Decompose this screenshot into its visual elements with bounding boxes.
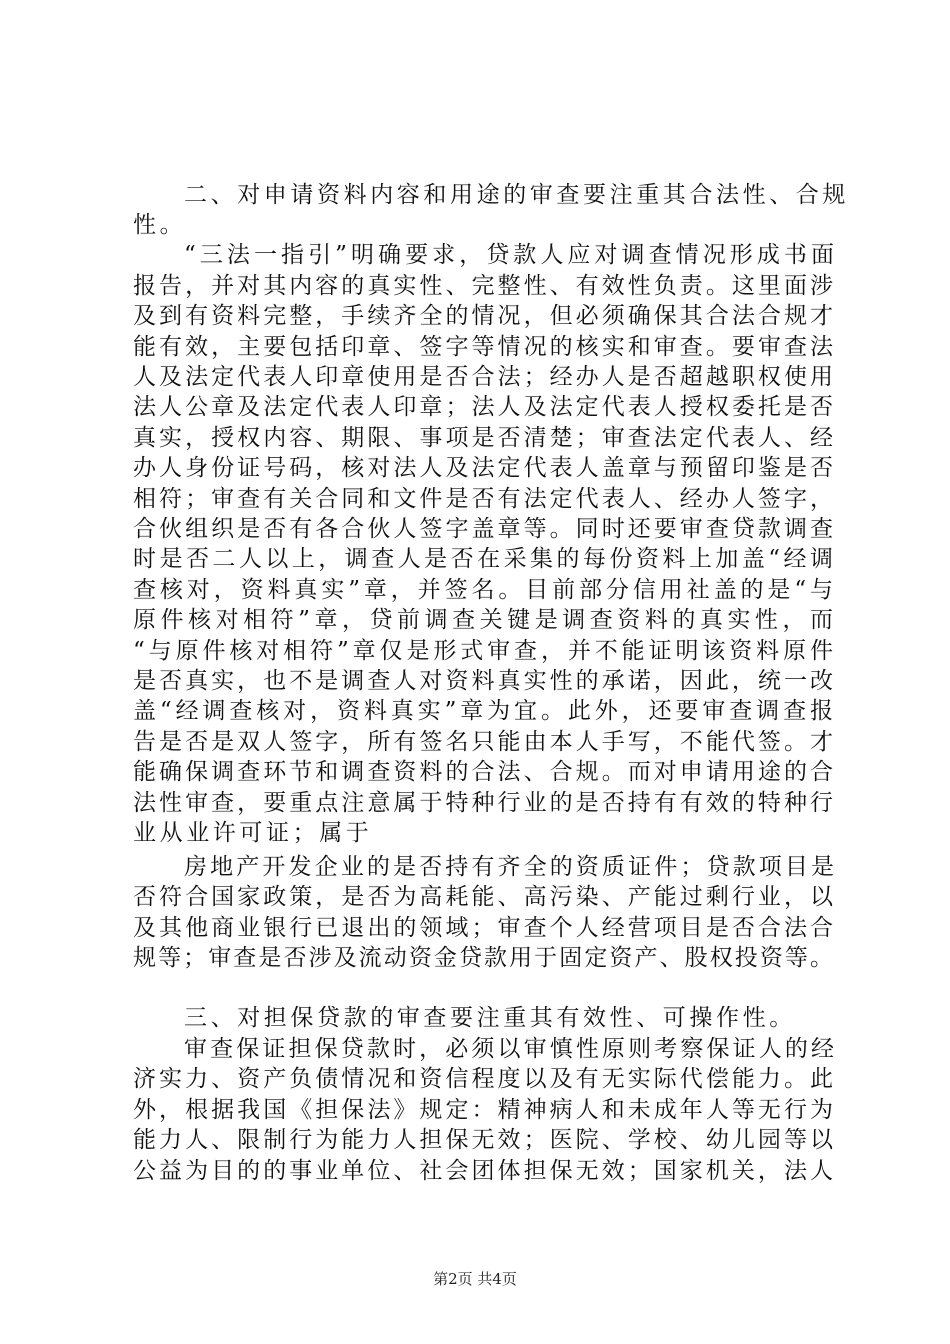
paragraph-line: 真实，授权内容、期限、事项是否清楚；审查法定代表人、经 [133, 425, 833, 451]
paragraph-line: 能有效，主要包括印章、签字等情况的核实和审查。要审查法 [133, 334, 833, 360]
paragraph-line: 否符合国家政策，是否为高耗能、高污染、产能过剩行业，以 [133, 884, 833, 910]
paragraph-line: 合伙组织是否有各合伙人签字盖章等。同时还要审查贷款调查 [133, 516, 833, 542]
paragraph-line: 查核对，资料真实”章，并签名。目前部分信用社盖的是“与 [133, 577, 833, 603]
paragraph-line: 规等；审查是否涉及流动资金贷款用于固定资产、股权投资等。 [133, 945, 833, 971]
paragraph-line: 报告，并对其内容的真实性、完整性、有效性负责。这里面涉 [133, 273, 833, 299]
paragraph-line: 及其他商业银行已退出的领域；审查个人经营项目是否合法合 [133, 915, 833, 941]
paragraph-line: 是否真实，也不是调查人对资料真实性的承诺，因此，统一改 [133, 668, 833, 694]
page-footer: 第2页 共4页 [433, 1270, 517, 1288]
paragraph-line: 性。 [133, 212, 187, 238]
paragraph-line: 公益为目的的事业单位、社会团体担保无效；国家机关，法人 [133, 1158, 833, 1184]
paragraph-line: 业从业许可证；属于 [133, 820, 373, 846]
paragraph-line: “三法一指引”明确要求，贷款人应对调查情况形成书面 [184, 242, 834, 268]
paragraph-line: 房地产开发企业的是否持有齐全的资质证件；贷款项目是 [184, 854, 834, 880]
paragraph-line: 能力人、限制行为能力人担保无效；医院、学校、幼儿园等以 [133, 1127, 833, 1153]
paragraph-line: 相符；审查有关合同和文件是否有法定代表人、经办人签字， [133, 486, 833, 512]
paragraph-line: 外，根据我国《担保法》规定：精神病人和未成年人等无行为 [133, 1097, 833, 1123]
paragraph-line: 盖“经调查核对，资料真实”章为宜。此外，还要审查调查报 [133, 698, 833, 724]
paragraph-line: 济实力、资产负债情况和资信程度以及有无实际代偿能力。此 [133, 1066, 833, 1092]
paragraph-line: 审查保证担保贷款时，必须以审慎性原则考察保证人的经 [184, 1036, 834, 1062]
paragraph-line: 能确保调查环节和调查资料的合法、合规。而对申请用途的合 [133, 759, 833, 785]
section-heading-3: 三、对担保贷款的审查要注重其有效性、可操作性。 [184, 1005, 796, 1031]
paragraph-line: 及到有资料完整，手续齐全的情况，但必须确保其合法合规才 [133, 303, 833, 329]
paragraph-line: 时是否二人以上，调查人是否在采集的每份资料上加盖“经调 [133, 546, 833, 572]
paragraph-line: “与原件核对相符”章仅是形式审查，并不能证明该资料原件 [133, 638, 833, 664]
paragraph-line: 法性审查，要重点注意属于特种行业的是否持有有效的特种行 [133, 790, 833, 816]
section-heading-2: 二、对申请资料内容和用途的审查要注重其合法性、合规 [184, 182, 849, 208]
paragraph-line: 人及法定代表人印章使用是否合法；经办人是否超越职权使用 [133, 364, 833, 390]
paragraph-line: 原件核对相符”章，贷前调查关键是调查资料的真实性，而 [133, 607, 833, 633]
paragraph-line: 办人身份证号码，核对法人及法定代表人盖章与预留印鉴是否 [133, 455, 833, 481]
paragraph-line: 告是否是双人签字，所有签名只能由本人手写，不能代签。才 [133, 729, 833, 755]
paragraph-line: 法人公章及法定代表人印章；法人及法定代表人授权委托是否 [133, 394, 833, 420]
